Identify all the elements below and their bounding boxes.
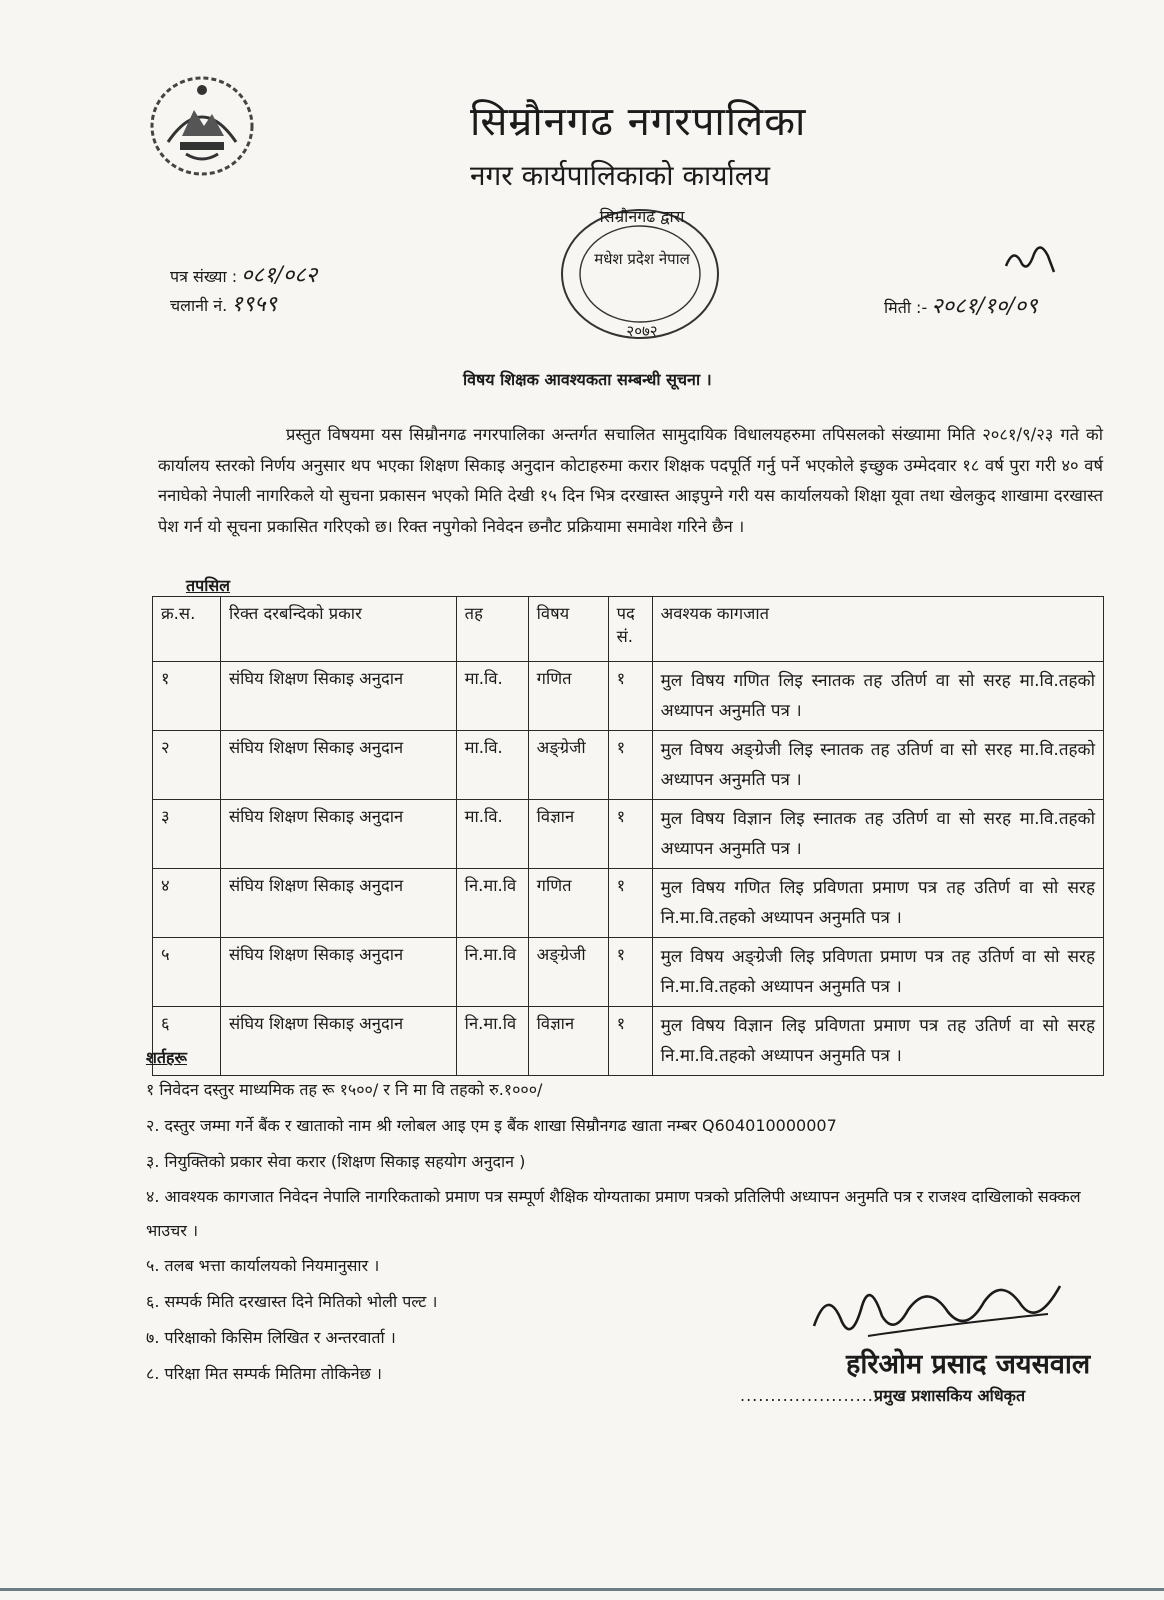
term-item: ४. आवश्यक कागजात निवेदन नेपालि नागरिकताको प्रमाण पत्र सम्पूर्ण शैक्षिक योग्यताका प्रमाण पत्रको प्रतिलिपी अध्यापन अनुमति पत्र र राजश्व दाखिलाको सक्कल भाउचर । (146, 1187, 1081, 1240)
cell-level: नि.मा.वि (456, 869, 528, 938)
cell-serial: ५ (153, 938, 221, 1007)
schedule-heading: तपसिल (186, 576, 231, 595)
table-row (153, 731, 1104, 800)
cell-subject: गणित (528, 662, 608, 731)
dispatch-number-row (170, 291, 317, 320)
date-row (884, 290, 1038, 320)
table-row (153, 662, 1104, 731)
office-name: नगर कार्यपालिकाको कार्यालय (470, 159, 770, 192)
notice-body (158, 420, 1103, 542)
cell-post-count: १ (608, 938, 652, 1007)
cell-post-count: १ (608, 869, 652, 938)
cell-level: मा.वि. (456, 800, 528, 869)
cell-level: नि.मा.वि (456, 1007, 528, 1076)
letter-number-label: पत्र संख्या : (170, 267, 238, 286)
cell-level: मा.वि. (456, 662, 528, 731)
column-header: विषय (528, 597, 608, 662)
cell-subject: अङ्ग्रेजी (528, 731, 608, 800)
term-item: ८. परिक्षा मित सम्पर्क मितिमा तोकिनेछ । (146, 1364, 382, 1383)
table-row (153, 869, 1104, 938)
cell-post-count: १ (608, 800, 652, 869)
cell-subject: विज्ञान (528, 800, 608, 869)
cell-post-type: संघिय शिक्षण सिकाइ अनुदान (220, 800, 456, 869)
cell-post-type: संघिय शिक्षण सिकाइ अनुदान (220, 938, 456, 1007)
cell-serial: ४ (153, 869, 221, 938)
notice-subject: विषय शिक्षक आवश्यकता सम्बन्धी सूचना । (463, 370, 712, 389)
cell-required-documents: मुल विषय गणित लिइ स्नातक तह उतिर्ण वा सो सरह मा.वि.तहको अध्यापन अनुमति पत्र । (652, 662, 1103, 731)
cell-level: मा.वि. (456, 731, 528, 800)
letter-number-row (170, 262, 317, 291)
cell-post-count: १ (608, 662, 652, 731)
term-item: १ निवेदन दस्तुर माध्यमिक तह रू १५००/ र नि मा वि तहको रु.१०००/ (146, 1080, 543, 1099)
term-item: २. दस्तुर जम्मा गर्ने बैंक र खाताको नाम श्री ग्लोबल आइ एम इ बैंक शाखा सिम्रौनगढ खाता नम्बर Q604010000007 (146, 1116, 837, 1135)
column-header: पद सं. (608, 597, 652, 662)
handwritten-signature (808, 1266, 1068, 1346)
table-row (153, 938, 1104, 1007)
signatory-title: प्रमुख प्रशासकिय अधिकृत (873, 1386, 1026, 1405)
cell-serial: २ (153, 731, 221, 800)
page-edge-line (0, 1588, 1164, 1591)
stamp-line: सिम्रौनगढ द्वारा (599, 207, 685, 226)
cell-post-type: संघिय शिक्षण सिकाइ अनुदान (220, 662, 456, 731)
cell-required-documents: मुल विषय अङ्ग्रेजी लिइ प्रविणता प्रमाण पत्र तह उतिर्ण वा सो सरह नि.मा.वि.तहको अध्यापन अनुमति पत्र । (652, 938, 1103, 1007)
cell-post-type: संघिय शिक्षण सिकाइ अनुदान (220, 731, 456, 800)
cell-post-type: संघिय शिक्षण सिकाइ अनुदान (220, 1007, 456, 1076)
cell-serial: ३ (153, 800, 221, 869)
term-item: ५. तलब भत्ता कार्यालयको नियमानुसार । (146, 1256, 380, 1275)
date-label: मिती :- (884, 298, 928, 317)
term-item: ७. परिक्षाको किसिम लिखित र अन्तरवार्ता । (146, 1328, 396, 1347)
signature-dots: ...................... (740, 1386, 874, 1405)
cell-serial: १ (153, 662, 221, 731)
signatory-title-row (740, 1384, 1025, 1406)
table-header-row (153, 597, 1104, 662)
signatory-name: हरिओम प्रसाद जयसवाल (846, 1349, 1091, 1380)
cell-required-documents: मुल विषय विज्ञान लिइ स्नातक तह उतिर्ण वा सो सरह मा.वि.तहको अध्यापन अनुमति पत्र । (652, 800, 1103, 869)
table-row (153, 800, 1104, 869)
table-row (153, 1007, 1104, 1076)
cell-required-documents: मुल विषय विज्ञान लिइ प्रविणता प्रमाण पत्र तह उतिर्ण वा सो सरह नि.मा.वि.तहको अध्यापन अनुमति पत्र । (652, 1007, 1103, 1076)
cell-required-documents: मुल विषय गणित लिइ प्रविणता प्रमाण पत्र तह उतिर्ण वा सो सरह नि.मा.वि.तहको अध्यापन अनुमति पत्र । (652, 869, 1103, 938)
column-header: रिक्त दरबन्दिको प्रकार (220, 597, 456, 662)
municipality-name: सिम्रौनगढ नगरपालिका (470, 99, 807, 145)
column-header: अवश्यक कागजात (652, 597, 1103, 662)
cell-post-count: १ (608, 731, 652, 800)
cell-post-count: १ (608, 1007, 652, 1076)
reference-block (170, 262, 317, 320)
cell-subject: गणित (528, 869, 608, 938)
column-header: तह (456, 597, 528, 662)
terms-heading: शर्तहरू (146, 1048, 187, 1067)
vacancy-table (152, 596, 1104, 1076)
stamp-line: मधेश प्रदेश नेपाल (594, 250, 690, 268)
cell-subject: अङ्ग्रेजी (528, 938, 608, 1007)
term-item: ३. नियुक्तिको प्रकार सेवा करार (शिक्षण सिकाइ सहयोग अनुदान ) (146, 1152, 526, 1171)
body-paragraph: प्रस्तुत विषयमा यस सिम्रौनगढ नगरपालिका अन्तर्गत सचालित सामुदायिक विधालयहरुमा तपिसलको संख्यामा मिति २०८१/९/२३ गते को कार्यालय स्तरको निर्णय अनुसार थप भएका शिक्षण सिकाइ अनुदान कोटाहरुमा करार शिक्षक पदपूर्ति गर्नु पर्ने भएकोले इच्छुक उम्मेदवार १८ वर्ष पुरा गरी ४० वर्ष ननाघेको नेपाली नागरिकले यो सुचना प्रकासन भएको मिति देखी १५ दिन भित्र दरखास्त आइपुग्ने गरी यस कार्यालयको शिक्षा यूवा तथा खेलकुद शाखामा दरखास्त पेश गर्न यो सूचना प्रकासित गरिएको छ। रिक्त नपुगेको निवेदन छनौट प्रक्रियामा समावेश गरिने छैन । (158, 425, 1103, 536)
cell-subject: विज्ञान (528, 1007, 608, 1076)
office-stamp (548, 198, 734, 344)
cell-serial: ६ (153, 1007, 221, 1076)
cell-level: नि.मा.वि (456, 938, 528, 1007)
column-header: क्र.स. (153, 597, 221, 662)
dispatch-number-value: १९५९ (231, 292, 277, 317)
cell-post-type: संघिय शिक्षण सिकाइ अनुदान (220, 869, 456, 938)
dispatch-number-label: चलानी नं. (170, 296, 228, 315)
stamp-line: २०७२ (626, 322, 658, 340)
date-value: २०८१/१०/०९ (931, 294, 1038, 319)
nepal-emblem-logo (146, 72, 258, 180)
handwritten-initial (1002, 236, 1058, 276)
letter-number-value: ०८१/०८२ (241, 263, 318, 288)
term-item: ६. सम्पर्क मिति दरखास्त दिने मितिको भोली पल्ट । (146, 1292, 438, 1311)
cell-required-documents: मुल विषय अङ्ग्रेजी लिइ स्नातक तह उतिर्ण वा सो सरह मा.वि.तहको अध्यापन अनुमति पत्र । (652, 731, 1103, 800)
